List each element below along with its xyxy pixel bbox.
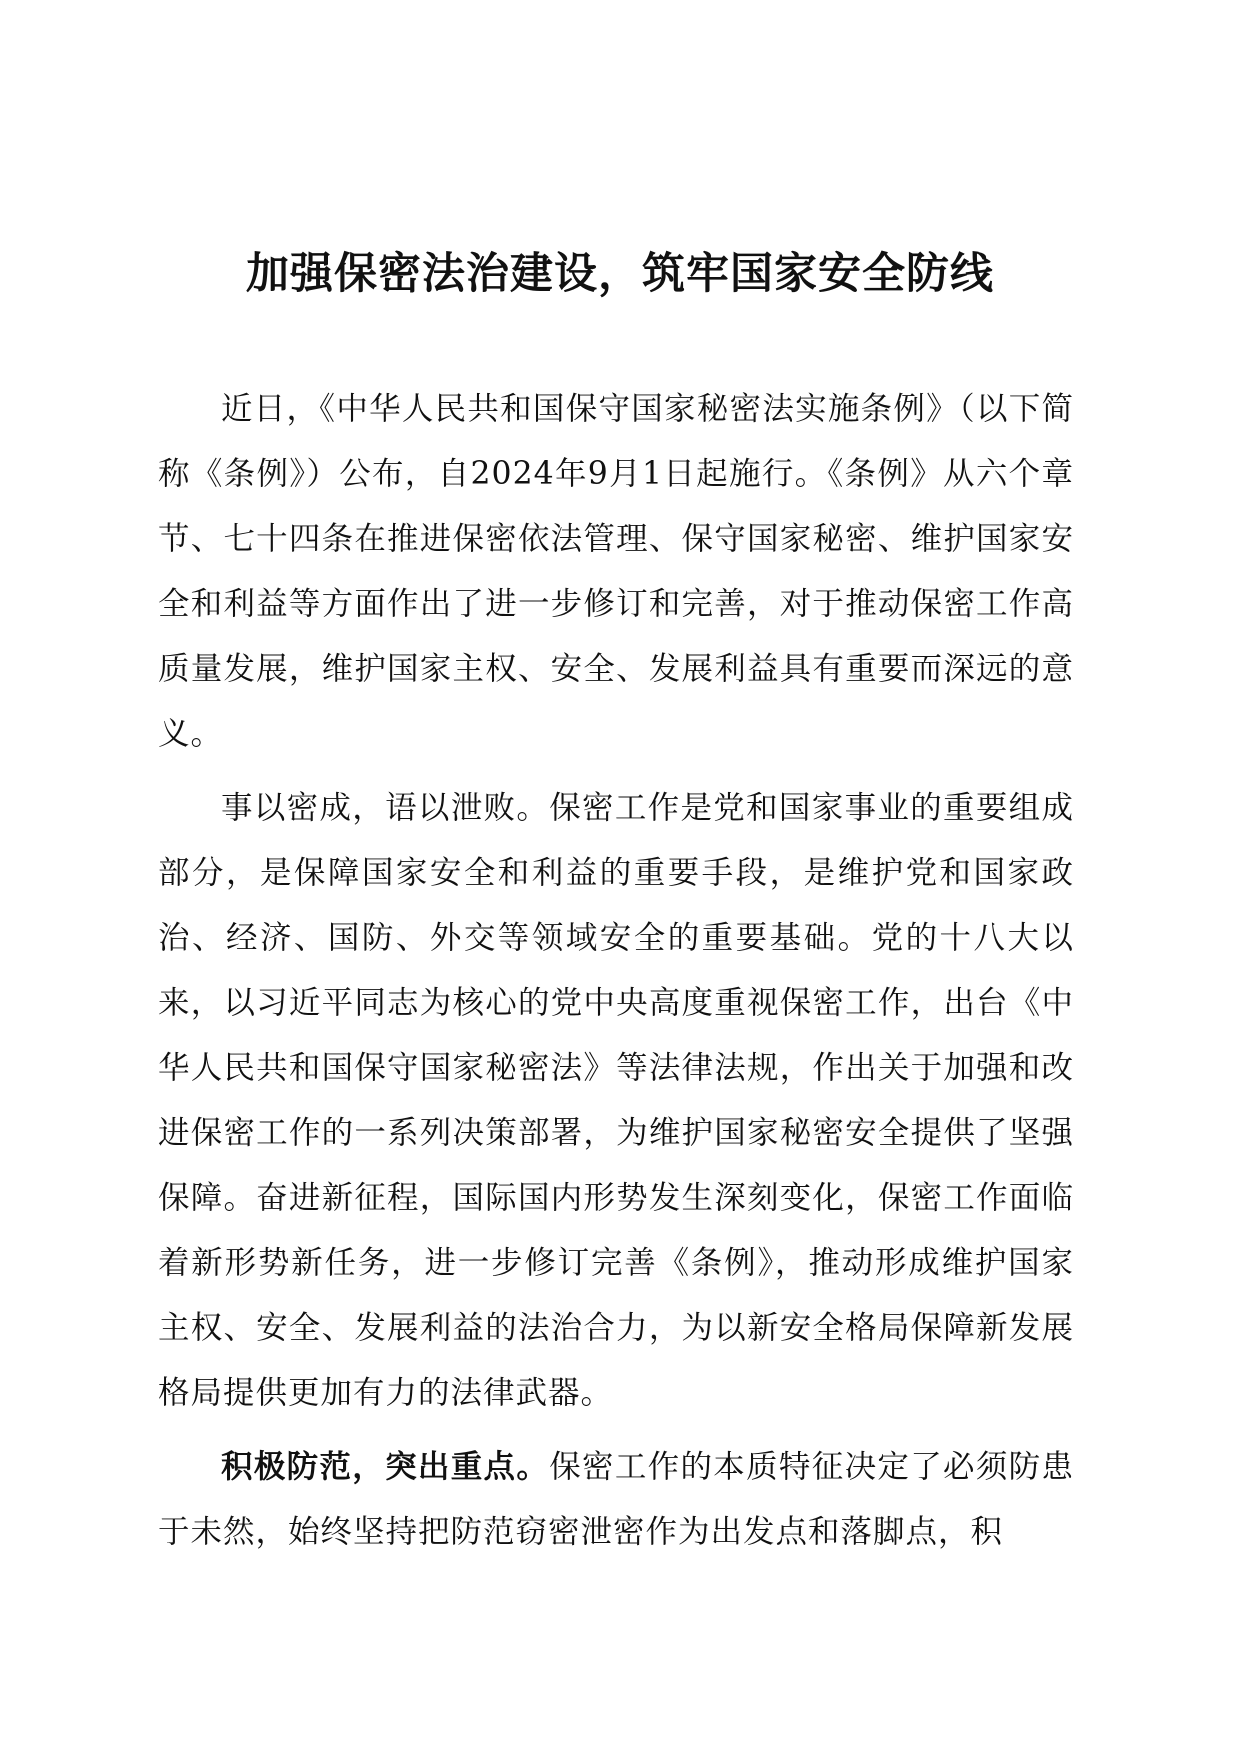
document-body xyxy=(158,377,1074,1574)
paragraph-text: 近日，《中华人民共和国保守国家秘密法实施条例》（以下简称《条例》）公布，自2024年9月1日起施行。《条例》从六个章节、七十四条在推进保密依法管理、保守国家秘密、维护国家安全和利益等方面作出了进一步修订和完善，对于推动保密工作高质量发展，维护国家主权、安全、发展利益具有重要而深远的意义。 xyxy=(158,391,1074,752)
paragraph-2 xyxy=(158,776,1074,1426)
paragraph-text: 保密工作的本质特征决定了必须防患于未然，始终坚持把防范窃密泄密作为出发点和落脚点，积 xyxy=(158,1449,1074,1550)
paragraph-lead: 积极防范，突出重点。 xyxy=(221,1449,550,1485)
paragraph-3 xyxy=(158,1435,1074,1565)
document-title: 加强保密法治建设，筑牢国家安全防线 xyxy=(246,249,994,299)
paragraph-1 xyxy=(158,377,1074,767)
paragraph-text: 事以密成，语以泄败。保密工作是党和国家事业的重要组成部分，是保障国家安全和利益的重要手段，是维护党和国家政治、经济、国防、外交等领域安全的重要基础。党的十八大以来，以习近平同志为核心的党中央高度重视保密工作，出台《中华人民共和国保守国家秘密法》等法律法规，作出关于加强和改进保密工作的一系列决策部署，为维护国家秘密安全提供了坚强保障。奋进新征程，国际国内形势发生深刻变化，保密工作面临着新形势新任务，进一步修订完善《条例》，推动形成维护国家主权、安全、发展利益的法治合力，为以新安全格局保障新发展格局提供更加有力的法律武器。 xyxy=(158,790,1074,1411)
